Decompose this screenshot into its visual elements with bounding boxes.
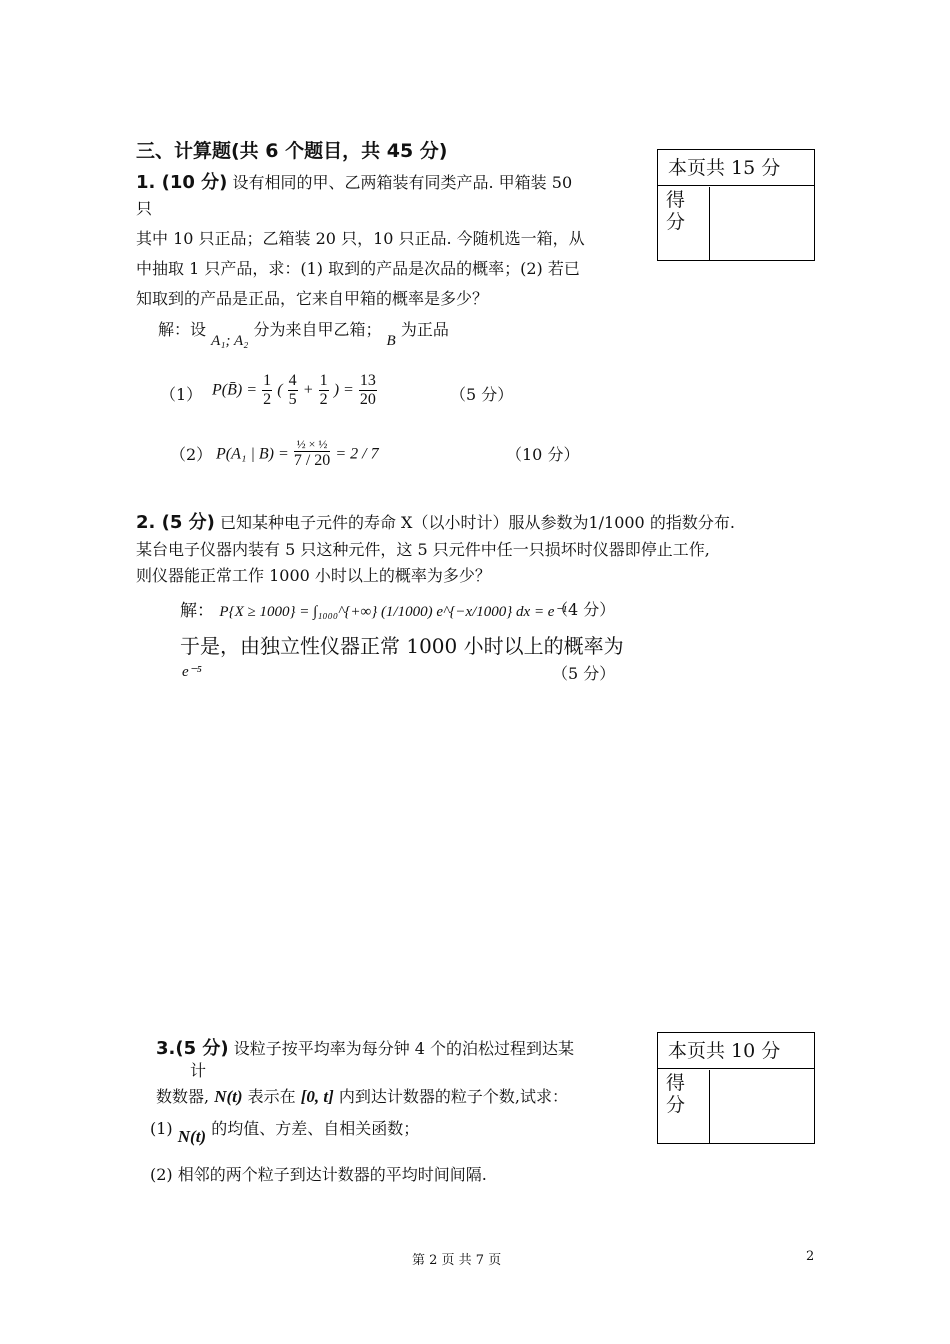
- footer-page-info: 第 2 页 共 7 页: [412, 1253, 502, 1268]
- q2-conclusion: 于是，由独立性仪器正常 1000 小时以上的概率为: [180, 634, 624, 658]
- fraction-half: $\frac{1}{2}$: [263, 372, 272, 408]
- score-box-label: 得分: [658, 187, 710, 260]
- q1-part2-formula: P(A₁ | B) = $\frac{\text{½ × ½}}{7 / 20}$ = 2 / 7: [216, 437, 379, 470]
- q1-part2-points: （10 分）: [506, 445, 580, 464]
- q3-part1-var: N(t): [177, 1127, 207, 1146]
- q2-number: 2. (5 分): [136, 512, 215, 533]
- q1-solution: 解：设 A₁; A₂ 分为来自甲乙箱； B 为正品: [158, 320, 449, 349]
- q2-points2: （5 分）: [552, 664, 616, 683]
- q1-part1-points: （5 分）: [450, 385, 514, 404]
- q1-text-line1: 1. (10 分) 设有相同的甲、乙两箱装有同类产品. 甲箱装 50: [136, 172, 573, 193]
- section-title: 三、计算题(共 6 个题目，共 45 分): [136, 140, 448, 162]
- q1-solution-var-b: B: [386, 333, 396, 349]
- score-box-label: 得分: [658, 1070, 710, 1143]
- q1-text-line4: 知取到的产品是正品，它来自甲箱的概率是多少？: [136, 289, 489, 308]
- q1-part1-result: $\frac{13}{20}$: [359, 372, 376, 408]
- q3-text-line1b: 计: [190, 1061, 207, 1080]
- q2-points1: （4 分）: [552, 600, 616, 619]
- q2-solution: 解： P{X ≥ 1000} = ∫₁₀₀₀^{+∞} (1/1000) e^{−x/1000} dx = e⁻¹: [180, 601, 567, 621]
- q3-text-line1: 3.(5 分) 设粒子按平均率为每分钟 4 个的泊松过程到达某: [156, 1038, 575, 1059]
- q3-var-n: N(t): [214, 1087, 243, 1106]
- score-box-page-1: [657, 149, 815, 261]
- fraction-four-fifths: $\frac{4}{5}$: [288, 372, 297, 408]
- footer-page-number: 2: [806, 1249, 815, 1264]
- q1-solution-vars: A₁; A₂: [211, 333, 249, 349]
- q1-part2-fraction: $\frac{\text{½ × ½}}{7 / 20}$: [293, 437, 331, 470]
- q2-formula: P{X ≥ 1000} = ∫₁₀₀₀^{+∞} (1/1000) e^{−x/1000} dx = e⁻¹: [219, 604, 567, 620]
- q3-interval: [0, t]: [300, 1087, 334, 1106]
- score-box-page-2: [657, 1032, 815, 1144]
- score-box-total: 本页共 15 分: [658, 150, 814, 186]
- q1-text-line3: 中抽取 1 只产品，求：(1) 取到的产品是次品的概率；(2) 若已: [136, 259, 580, 278]
- q1-text-line2: 其中 10 只正品；乙箱装 20 只，10 只正品. 今随机选一箱，从: [136, 229, 585, 248]
- fraction-half: $\frac{1}{2}$: [319, 372, 328, 408]
- q2-text-line2: 某台电子仪器内装有 5 只这种元件，这 5 只元件中任一只损坏时仪器即停止工作,: [136, 540, 710, 559]
- q3-part2: (2) 相邻的两个粒子到达计数器的平均时间间隔.: [150, 1165, 487, 1184]
- q2-text-line1: 2. (5 分) 已知某种电子元件的寿命 X（以小时计）服从参数为1/1000 的指数分布.: [136, 512, 735, 533]
- q1-part1-formula: P(B̄) = $\frac{1}{2}$ ( $\frac{4}{5}$ + $\frac{1}{2}$ ) = $\frac{13}{20}$: [212, 372, 376, 408]
- q3-part1: (1) N(t) 的均值、方差、自相关函数；: [150, 1119, 420, 1146]
- q1-part1-label: （1）: [160, 385, 203, 404]
- q1-part2-label: （2）: [170, 445, 213, 464]
- q1-text-line1b: 只: [136, 199, 153, 218]
- q1-number: 1. (10 分): [136, 172, 228, 193]
- q3-text-line2: 数数器, N(t) 表示在 [0, t] 内到达计数器的粒子个数,试求：: [156, 1087, 568, 1106]
- q3-number: 3.(5 分): [156, 1038, 229, 1059]
- q2-answer: e⁻⁵: [182, 664, 202, 680]
- q2-text-line3: 则仪器能正常工作 1000 小时以上的概率为多少？: [136, 566, 491, 585]
- score-box-total: 本页共 10 分: [658, 1033, 814, 1069]
